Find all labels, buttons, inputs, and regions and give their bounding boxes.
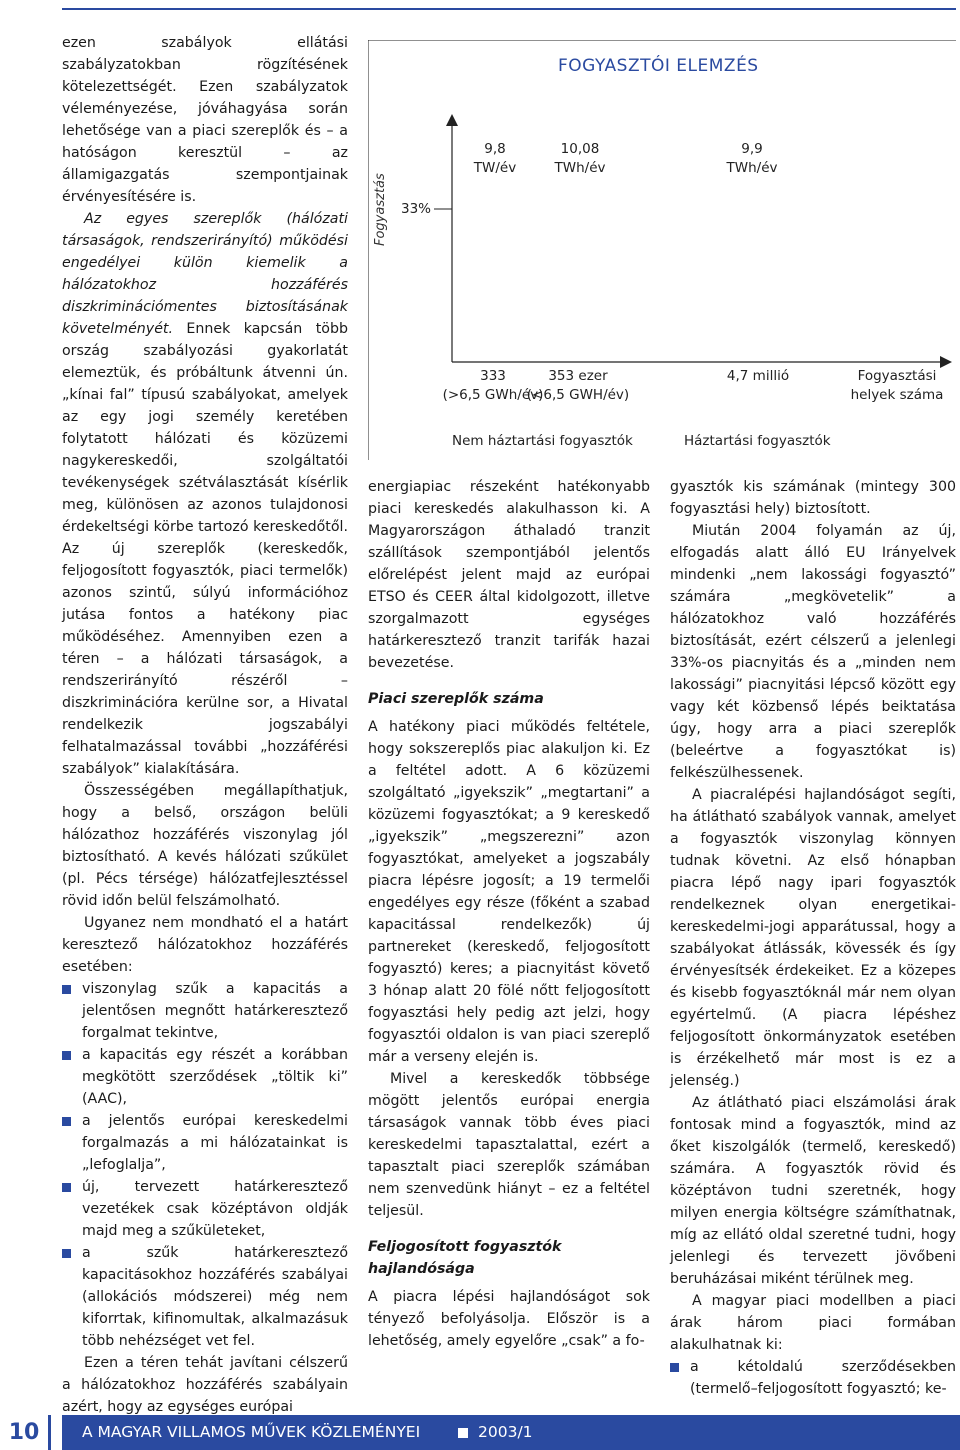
top-label-3-value: 9,9 (741, 141, 763, 157)
top-label-3-unit: TWh/év (726, 160, 778, 176)
top-rule (62, 8, 956, 10)
top-label-1-value: 9,8 (484, 141, 506, 157)
col1-paragraph-2-rest: Ennek kapcsán több ország szabályozási gyakorlatát elemeztük, és próbáltunk átvenni ún. „kínai fal” típusú szabályokat, amelyek az egy jogi személy keretében folytatott hálózati és közüzemi nagykereskedői, szolgáltatói tevékenységek szétválasztását kísérlik meg, különösen az azonos tulajdonosi érdekeltségi körbe tartozó kereskedőtől. Az új szereplők (kereskedők, feljogosított fogyasztók, piaci termelők) azonos szintű, súlyú információhoz jutása fontos a hatékony piac működéséhez. Amennyiben ezen a téren – a hálózati társaságok, a rendszerirányító részéről – diszkriminációra kerülne sor, a Hivatal rendelkezik jogszabályi felhatalmazással további „hozzáférési szabályok” kialakítására. (62, 321, 348, 777)
list-item: a kapacitás egy részét a korábban megkötött szerződések „töltik ki” (AAC), (62, 1044, 348, 1110)
top-label-2 (548, 140, 612, 178)
bottom-label-3 (708, 367, 808, 386)
col1-paragraph-3: Összességében megállapíthatjuk, hogy a belső, országon belüli hálózathoz hozzáférés viszonylag jól biztosítható. A kevés hálózati szűkület (pl. Pécs térsége) hálózatfejlesztéssel rövid időn belül felszámolható. (62, 783, 348, 909)
bottom-label-1-note: (>6,5 GWh/év) (442, 387, 544, 403)
column-1 (62, 32, 348, 1418)
x-axis-label-line-1: Fogyasztási (857, 368, 937, 384)
top-label-1 (466, 140, 524, 178)
col3-bullet-list (670, 1356, 956, 1400)
bottom-label-2-value: 353 ezer (548, 368, 608, 384)
col2-paragraph-2: A hatékony piaci működés feltétele, hogy sokszereplős piac alakuljon ki. Ez a feltétel adott. A 6 közüzemi szolgáltató „igyekszik” „megtartani” a közüzemi fogyasztókat; a 9 kereskedő „igyekszik” „megszerezni” azon fogyasztókat, amelyeket a jogszabály piacra lépésre jogosít; a 19 termelői engedélyes egy része (főként a szabad kapacitással rendelkezők) új partnereket (kereskedő, feljogosított fogyasztó) keres; a piacnyitást követő 3 hónap alatt 20 fölé nőtt feljogosított fogyasztási hely pedig azt jelzi, hogy fogyasztói oldalon is van piaci szereplő már a verseny elején is. (368, 719, 650, 1065)
col1-paragraph-2-italic: Az egyes szereplők (hálózati társaságok, rendszerirányító) működési engedélyei külön kiemelik a hálózatokhoz hozzáférés diszkriminációmentes biztosításának követelményét. (62, 211, 348, 337)
col1-bullet-list (62, 978, 348, 1352)
col2-paragraph-3: Mivel a kereskedők többsége mögött jelentős európai energia társaságok vannak több éves piaci kereskedelmi tapasztalattal, ezért a tapasztalt piaci szereplők számában nem szenvedünk hiányt – ez a feltétel teljesül. (368, 1071, 650, 1219)
top-label-2-value: 10,08 (560, 141, 600, 157)
bottom-label-3-value: 4,7 millió (726, 368, 790, 384)
figure-title: FOGYASZTÓI ELEMZÉS (558, 56, 759, 76)
publication-title: A MAGYAR VILLAMOS MŰVEK KÖZLEMÉNYEI (82, 1423, 421, 1441)
top-label-1-unit: TW/év (473, 160, 517, 176)
x-axis-label (842, 367, 952, 405)
column-2 (368, 476, 650, 1352)
list-item: a szűk határkeresztező kapacitásokhoz hozzáférés szabályai (allokációs módszerei) még nem kiforrtak, kifinomultak, alkalmazásuk több nehézséget vet fel. (62, 1242, 348, 1352)
bottom-label-2 (526, 367, 630, 405)
page-number: 10 (0, 1415, 51, 1450)
col1-paragraph-5: Ezen a téren tehát javítani célszerű a hálózatokhoz hozzáférés szabályain azért, hogy az egységes európai (62, 1355, 348, 1415)
col3-paragraph-3: A piacralépési hajlandóságot segíti, ha átlátható szabályok vannak, amelyet a fogyasztók viszonylag könnyen tudnak követni. Az első hónapban piacra lépő nagy ipari fogyasztók rendelkeznek olyan energetikai-kereskedelmi-jogi apparátussal, hogy a szabályokat átlássák, kövessék és így érvényesítsék érdekeiket. Ez a közepes és kisebb fogyasztóknál már nem olyan egyértelmű. (A piacra lépéshez feljogosított önkormányzatok esetében is érzékelhető már most is ez a jelenség.) (670, 787, 956, 1089)
col3-paragraph-2: Miután 2004 folyamán az új, elfogadás alatt álló EU Irányelvek mindenki „nem lakossági fogyasztó” számára „megkövetelik” a hálózatokhoz való hozzáférés biztosítását, ezért célszerű a jelenlegi 33%-os piacnyitás és a „minden nem lakossági” piacnyitási lépcső között egy vagy két közbenső lépés beiktatása úgy, hogy arra a piaci szereplők (beleértve a fogyasztókat is) felkészülhessenek. (670, 523, 956, 781)
issue-number: 2003/1 (478, 1423, 533, 1441)
top-label-2-unit: TWh/év (554, 160, 606, 176)
col3-paragraph-4: Az átlátható piaci elszámolási árak fontosak mind a fogyasztók, mind az őket kiszolgálók (termelő, kereskedő) számára. A fogyasztók rövid és középtávon tudni szeretnék, hogy milyen energia költségre számíthatnak, míg az ellátó oldal szeretné tudni, hogy jelenlegi és tervezett jövőbeni beruházásai miként térülnek meg. (670, 1095, 956, 1287)
col1-paragraph-1: ezen szabályok ellátási szabályzatokban rögzítésének kötelezettségét. Ezen szabályzatok véleményezése, jóváhagyása során lehetősége van a piaci szereplők és – a hatóságon keresztül – az államigazgatás szempontjainak érvényesítésére is. (62, 35, 348, 205)
share-label: 33% (401, 201, 432, 217)
col2-paragraph-4: A piacra lépési hajlandóságot sok tényező befolyásolja. Először is a lehetőség, amely egyelőre „csak” a fo- (368, 1289, 650, 1349)
footer-bar (62, 1415, 960, 1450)
page-footer (0, 1415, 960, 1450)
col3-paragraph-5: A magyar piaci modellben a piaci árak három piaci formában alakulhatnak ki: (670, 1293, 956, 1353)
bottom-label-2-note: (<6,5 GWH/év) (526, 387, 630, 403)
column-3 (670, 476, 956, 1400)
col2-paragraph-1: energiapiac részeként hatékonyabb piaci kereskedés alakulhasson ki. A Magyarországon áthaladó tranzit szállítások szempontjából jelentős előrelépést jelent majd az európai ETSO és CEER által kidolgozott, illetve szorgalmazott egységes határkeresztező tranzit tarifák hazai bevezetése. (368, 479, 650, 671)
list-item: a kétoldalú szerződésekben (termelő–feljogosított fogyasztó; ke- (670, 1356, 956, 1400)
list-item: új, tervezett határkeresztező vezetékek csak középtávon oldják majd meg a szűkületeket, (62, 1176, 348, 1242)
bottom-label-1-value: 333 (480, 368, 506, 384)
top-label-3 (720, 140, 784, 178)
separator-square-icon (458, 1428, 468, 1438)
consumer-analysis-figure (368, 40, 956, 460)
col1-paragraph-2 (62, 208, 348, 780)
list-item: viszonylag szűk a kapacitás a jelentősen megnőtt határkeresztező forgalmat tekintve, (62, 978, 348, 1044)
col1-paragraph-4: Ugyanez nem mondható el a határt keresztező hálózatokhoz hozzáférés esetében: (62, 915, 348, 975)
group-label-household: Háztartási fogyasztók (684, 433, 831, 449)
group-label-non-household: Nem háztartási fogyasztók (452, 433, 633, 449)
x-axis-label-line-2: helyek száma (850, 387, 944, 403)
col3-paragraph-1: gyasztók kis számának (mintegy 300 fogyasztási hely) biztosított. (670, 479, 956, 517)
section-heading-market-players: Piaci szereplők száma (368, 691, 544, 707)
list-item: a jelentős európai kereskedelmi forgalmazás a mi hálózatainkat is „lefoglalja”, (62, 1110, 348, 1176)
section-heading-eligible-consumers: Feljogosított fogyasztók hajlandósága (368, 1239, 562, 1277)
y-axis-label: Fogyasztás (373, 173, 388, 246)
